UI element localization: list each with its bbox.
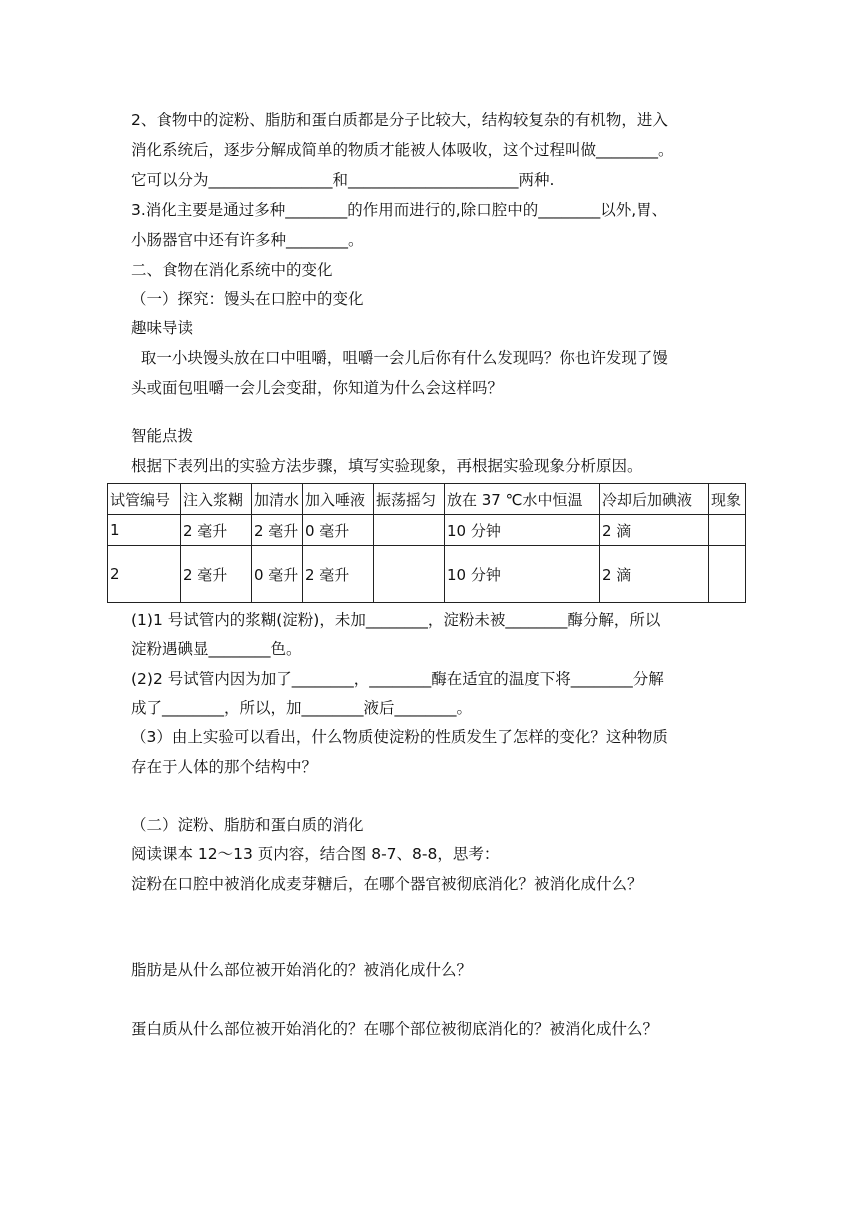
question2-line1: 2、食物中的淀粉、脂肪和蛋白质都是分子比较大，结构较复杂的有机物，进入 — [131, 111, 668, 129]
answer1-line1: (1)1 号试管内的浆糊(淀粉)，未加________，淀粉未被________酶分解，所以 — [131, 611, 661, 629]
answer1-line2: 淀粉遇碘显________色。 — [131, 640, 302, 658]
table-header-cell: 试管编号 — [108, 484, 181, 515]
table-header-cell: 冷却后加碘液 — [600, 484, 709, 515]
table-cell — [709, 546, 746, 603]
tips-heading: 智能点拨 — [131, 427, 194, 445]
table-cell: 2 毫升 — [252, 515, 303, 546]
subsection1-title: （一）探究：馒头在口腔中的变化 — [131, 290, 364, 308]
reading-instruction: 阅读课本 12～13 页内容，结合图 8-7、8-8，思考： — [131, 845, 500, 863]
table-header-cell: 加清水 — [252, 484, 303, 515]
intro-line2: 头或面包咀嚼一会儿会变甜，你知道为什么会这样吗？ — [131, 379, 504, 397]
table-cell: 2 — [108, 546, 181, 603]
question2-line2: 消化系统后，逐步分解成简单的物质才能被人体吸收，这个过程叫做________。 — [131, 141, 674, 159]
answer2-line2: 成了________，所以，加________液后________。 — [131, 699, 473, 717]
table-header-row — [108, 484, 746, 515]
tips-line: 根据下表列出的实验方法步骤，填写实验现象，再根据实验现象分析原因。 — [131, 457, 643, 475]
table-header-cell: 振荡摇匀 — [374, 484, 445, 515]
experiment-table — [107, 483, 746, 603]
table-header-cell: 放在 37 ℃水中恒温 — [445, 484, 600, 515]
question2-line3: 它可以分为________________和______________________两种. — [131, 171, 555, 189]
table-row — [108, 515, 746, 546]
table-cell: 10 分钟 — [445, 546, 600, 603]
table-cell: 2 滴 — [600, 546, 709, 603]
intro-heading: 趣味导读 — [131, 319, 194, 337]
table-cell: 0 毫升 — [303, 515, 374, 546]
answer2-line1: (2)2 号试管内因为加了________，________酶在适宜的温度下将________分解 — [131, 670, 664, 688]
table-cell: 0 毫升 — [252, 546, 303, 603]
table-cell: 2 毫升 — [303, 546, 374, 603]
table-cell — [709, 515, 746, 546]
table-header-cell: 加入唾液 — [303, 484, 374, 515]
subsection2-title: （二）淀粉、脂肪和蛋白质的消化 — [131, 816, 364, 834]
question-starch: 淀粉在口腔中被消化成麦芽糖后，在哪个器官被彻底消化？被消化成什么？ — [131, 875, 643, 893]
table-cell: 2 毫升 — [181, 546, 252, 603]
question3-line2: 小肠器官中还有许多种________。 — [131, 231, 364, 249]
table-header-cell: 现象 — [709, 484, 746, 515]
table-header-cell: 注入浆糊 — [181, 484, 252, 515]
answer3-line2: 存在于人体的那个结构中？ — [131, 758, 318, 776]
question-fat: 脂肪是从什么部位被开始消化的？被消化成什么？ — [131, 961, 473, 979]
table-cell — [374, 546, 445, 603]
table-row — [108, 546, 746, 603]
table-cell — [374, 515, 445, 546]
question3-line1: 3.消化主要是通过多种________的作用而进行的,除口腔中的________以外,胃、 — [131, 201, 668, 219]
table-cell: 10 分钟 — [445, 515, 600, 546]
section2-title: 二、食物在消化系统中的变化 — [131, 261, 333, 279]
table-cell: 2 毫升 — [181, 515, 252, 546]
table-cell: 1 — [108, 515, 181, 546]
intro-line1: 取一小块馒头放在口中咀嚼，咀嚼一会儿后你有什么发现吗？你也许发现了馒 — [131, 349, 668, 367]
question-protein: 蛋白质从什么部位被开始消化的？在哪个部位被彻底消化的？被消化成什么？ — [131, 1020, 659, 1038]
table-cell: 2 滴 — [600, 515, 709, 546]
answer3-line1: （3）由上实验可以看出，什么物质使淀粉的性质发生了怎样的变化？这种物质 — [131, 728, 668, 746]
